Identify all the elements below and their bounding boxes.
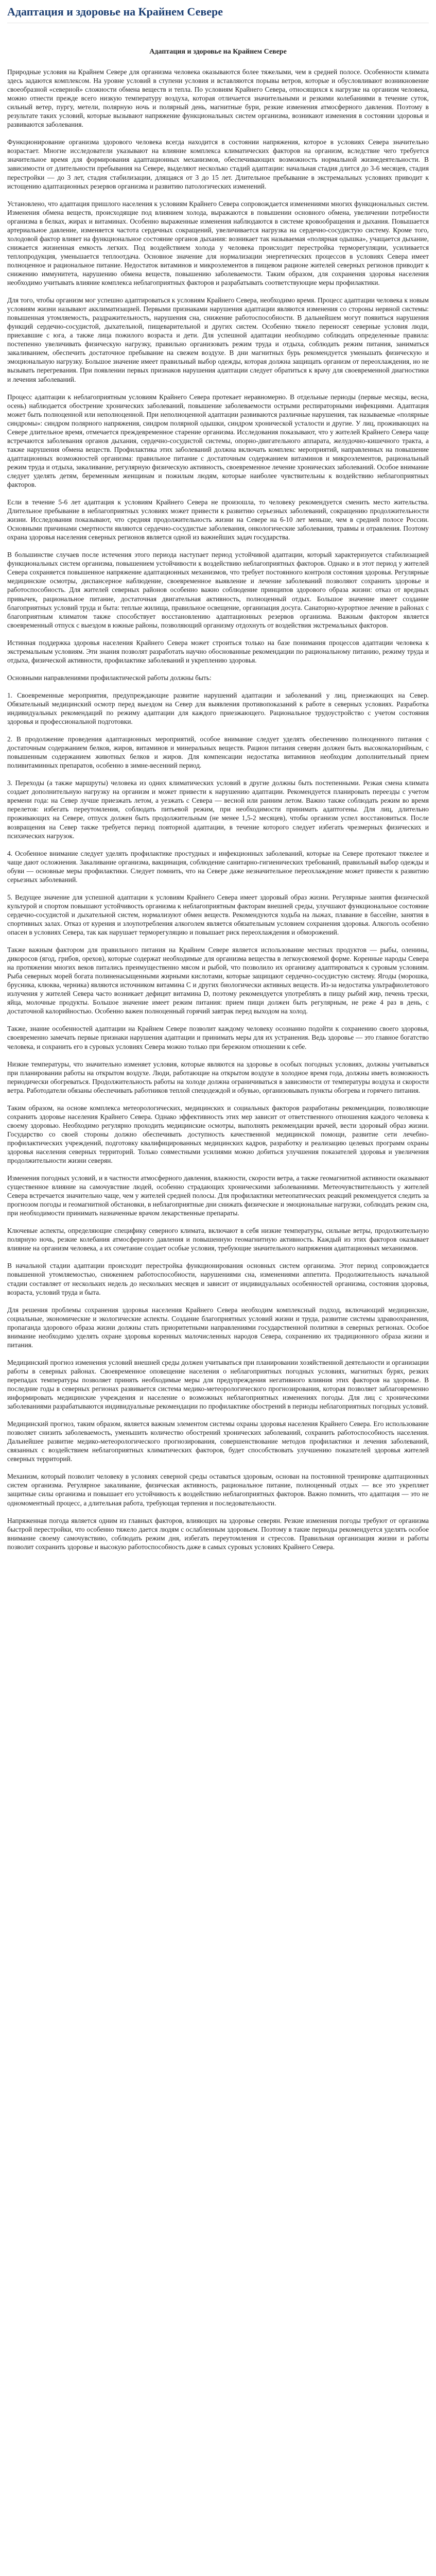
article-paragraph: Для решения проблемы сохранения здоровья населения Крайнего Севера необходим комплексный подход, включающий медицинские, социальные, экономические и экологические аспекты. Создание благоприятных условий жизни и труда, развитие системы здравоохранения, пропаганда здорового образа жизни должны стать приоритетными направлениями государственной политики в северных регионах. Особое внимание необходимо уделять охране здоровья коренных малочисленных народов Севера, сохранению их традиционного образа жизни и питания. (7, 1306, 429, 1349)
article-body (7, 67, 429, 1551)
article-paragraph: Основными направлениями профилактической работы должны быть: (7, 673, 212, 682)
article-paragraph: Механизм, который позволит человеку в условиях северной среды оставаться здоровым, основан на постоянной тренировке адаптационных систем организма. Регулярное закаливание, физическая активность, рациональное питание, полноценный отдых — все это укрепляет защитные силы организма и повышает его устойчивость к воздействию неблагоприятных факторов. Важно помнить, что адаптация — это не одномоментный процесс, а длительная работа, требующая терпения и последовательности. (7, 1472, 429, 1507)
article-paragraph: Природные условия на Крайнем Севере для организма человека оказываются более тяжелыми, чем в средней полосе. Особенности климата здесь задаются комплексом. На уровне условий в ступени условия и вставляются порывы ветров, которые и обусловливают возникновение своеобразной «северной» сложности обмена веществ и тепла. По условиям Крайнего Севера, относящихся к нагрузке на организм человека, можно отнести прежде всего низкую температуру воздуха, которая отличается значительными и резкими колебаниями в течение суток, сильный ветер, пургу, метели, полярную ночь и полярный день, магнитные бури, резкие изменения атмосферного давления. Поэтому в результате таких условий, которые вызывают напряжение функциональных систем организма, возникают изменения в состоянии здоровья и развиваются заболевания. (7, 68, 429, 129)
page-title: Адаптация и здоровье на Крайнем Севере (7, 0, 429, 23)
article-paragraph: Для того, чтобы организм мог успешно адаптироваться к условиям Крайнего Севера, необходимо время. Процесс адаптации человека к новым условиям жизни называют акклиматизацией. Первыми признаками нарушения адаптации являются изменения со стороны нервной системы: повышенная утомляемость, раздражительность, нарушения сна, снижение работоспособности. В дальнейшем могут появиться нарушения функций сердечно-сосудистой, дыхательной, пищеварительной и других систем. Особенно тяжело переносят северные условия люди, приехавшие с юга, а также лица пожилого возраста и дети. Для успешной адаптации необходимо соблюдать определенные правила: постепенно увеличивать физическую нагрузку, правильно организовать режим труда и отдыха, соблюдать режим питания, заниматься закаливанием, обеспечить достаточное пребывание на свежем воздухе. В дни магнитных бурь рекомендуется уменьшать физическую и эмоциональную нагрузку. Большое значение имеет правильный выбор одежды, которая должна защищать организм от переохлаждения, но не вызывать перегревания. При появлении первых признаков нарушения адаптации следует обратиться к врачу для своевременной диагностики и лечения заболеваний. (7, 296, 429, 383)
article-paragraph: В большинстве случаев после истечения этого периода наступает период устойчивой адаптации, который характеризуется стабилизацией функциональных систем организма, повышением устойчивости к воздействию неблагоприятных факторов. Однако и в этот период у жителей Севера сохраняется повышенное напряжение адаптационных механизмов, что требует постоянного контроля состояния здоровья. Регулярные медицинские осмотры, диспансерное наблюдение, своевременное выявление и лечение заболеваний позволяют сохранить здоровье и работоспособность. Для жителей северных районов особенно важно соблюдение принципов здорового образа жизни: отказ от вредных привычек, рациональное питание, достаточная двигательная активность, полноценный отдых. Большое значение имеет создание благоприятных условий труда и быта: теплые жилища, правильное освещение, организация досуга. Санаторно-курортное лечение в районах с благоприятным климатом также способствует восстановлению адаптационных резервов организма. Важным фактором является своевременный отпуск с выездом в южные районы, позволяющий организму отдохнуть от воздействия экстремальных факторов. (7, 551, 429, 629)
article-paragraph: Изменения погодных условий, и в частности атмосферного давления, влажности, скорости ветра, а также геомагнитной активности оказывают существенное влияние на самочувствие людей, особенно страдающих хроническими заболеваниями. Метеочувствительность у жителей Севера встречается значительно чаще, чем у жителей средней полосы. Для профилактики метеопатических реакций рекомендуется следить за прогнозом погоды и геомагнитной обстановки, в неблагоприятные дни снижать физические и эмоциональные нагрузки, соблюдать режим сна, при необходимости принимать назначенные врачом лекарственные препараты. (7, 1174, 429, 1217)
article-paragraph: 1. Своевременные мероприятия, предупреждающие развитие нарушений адаптации и заболеваний у лиц, приезжающих на Север. Обязательный медицинский осмотр перед выездом на Север для выявления противопоказаний к работе в северных условиях. Разработка индивидуальных рекомендаций по режиму адаптации для каждого приезжающего. Рациональное трудоустройство с учетом состояния здоровья и профессиональной подготовки. (7, 691, 429, 726)
article-paragraph: 4. Особенное внимание следует уделять профилактике простудных и инфекционных заболеваний, которые на Севере протекают тяжелее и чаще дают осложнения. Закаливание организма, вакцинация, соблюдение санитарно-гигиенических требований, правильный выбор одежды и обуви — основные меры профилактики. Следует помнить, что на Севере даже незначительное переохлаждение может привести к развитию серьезных заболеваний. (7, 849, 429, 884)
article-title: Адаптация и здоровье на Крайнем Севере (149, 48, 287, 56)
article-paragraph: Функционирование организма здорового человека всегда находится в состоянии напряжения, которое в условиях Севера значительно возрастает. Многие исследователи указывают на влияние комплекса климатических факторов на организм, вследствие чего требуется значительное время для формирования адаптационных механизмов, обеспечивающих возможность нормальной жизнедеятельности. В зависимости от длительности пребывания на Севере, выделяют несколько стадий адаптации: начальная стадия длится до 3-6 месяцев, стадия перестройки — до 3 лет, стадия стабилизации, длящаяся от 3 до 15 лет. Длительное пребывание в экстремальных условиях приводит к истощению адаптационных резервов организма и развитию патологических изменений. (7, 138, 429, 190)
article-paragraph: Медицинский прогноз, таким образом, является важным элементом системы охраны здоровья населения Крайнего Севера. Его использование позволяет снизить заболеваемость, уменьшить количество обострений хронических заболеваний, сохранить работоспособность населения. Дальнейшее развитие медико-метеорологического прогнозирования, совершенствование методов профилактики и лечения заболеваний, связанных с воздействием неблагоприятных климатических факторов, будет способствовать улучшению показателей здоровья жителей северных территорий. (7, 1420, 429, 1463)
article-paragraph: 3. Переходы (а также маршруты) человека из одних климатических условий в другие должны быть постепенными. Резкая смена климата создает дополнительную нагрузку на организм и может привести к нарушению адаптации. Рекомендуется планировать переезды с учетом времени года: на Север лучше приезжать летом, а уезжать с Севера — весной или ранним летом. Важно также соблюдать режим во время перелетов: избегать переутомления, соблюдать питьевой режим, при необходимости принимать адаптогены. Для лиц, длительно проживающих на Севере, отпуск должен быть продолжительным (не менее 1,5-2 месяцев), чтобы организм успел восстановиться. После возвращения на Север также требуется период повторной адаптации, в течение которого следует избегать чрезмерных физических и психических нагрузок. (7, 779, 429, 840)
article-paragraph: Если в течение 5-6 лет адаптация к условиям Крайнего Севера не произошла, то человеку рекомендуется сменить место жительства. Длительное пребывание в неблагоприятных условиях может привести к развитию серьезных заболеваний, сокращению продолжительности жизни. Исследования показывают, что средняя продолжительность жизни на Севере на 6-10 лет меньше, чем в средней полосе России. Основными причинами смертности являются сердечно-сосудистые заболевания, онкологические заболевания, травмы и отравления. Поэтому охрана здоровья населения северных регионов является одной из важнейших задач государства. (7, 498, 429, 541)
article-paragraph: Установлено, что адаптация пришлого населения к условиям Крайнего Севера сопровождается изменениями многих функциональных систем. Изменения обмена веществ, происходящие под влиянием холода, выражаются в повышении основного обмена, увеличении потребности организма в белках, жирах и витаминах. Особенно выраженные изменения наблюдаются в системе кровообращения и дыхания. Повышается артериальное давление, изменяется частота сердечных сокращений, увеличивается нагрузка на сердечно-сосудистую систему. Кроме того, холодовой фактор влияет на функциональное состояние органов дыхания: возникает так называемая «полярная одышка», учащается дыхание, снижается жизненная емкость легких. Под воздействием холода у человека происходит перестройка терморегуляции, усиливается теплопродукция, уменьшается теплоотдача. Основное значение для нормализации энергетических процессов в условиях Севера имеет полноценное и рациональное питание. Недостаток витаминов и микроэлементов в пищевом рационе жителей северных регионов приводит к снижению иммунитета, нарушению обмена веществ, повышению заболеваемости. Таким образом, для сохранения здоровья населения необходимо учитывать влияние комплекса неблагоприятных факторов и разрабатывать соответствующие меры профилактики. (7, 199, 429, 287)
article-paragraph: 2. В продолжение проведения адаптационных мероприятий, особое внимание следует уделять обеспечению полноценного питания с достаточным содержанием белков, жиров, витаминов и минеральных веществ. Рацион питания северян должен быть высококалорийным, с повышенным содержанием животных белков и жиров. Для компенсации недостатка витаминов необходим дополнительный прием поливитаминных препаратов, особенно в зимне-весенний период. (7, 735, 429, 770)
article-paragraph: Истинная поддержка здоровья населения Крайнего Севера может строиться только на базе понимания процессов адаптации человека к экстремальным условиям. Эти знания позволят разработать научно обоснованные рекомендации по рациональному питанию, режиму труда и отдыха, физической активности, профилактике заболеваний и укреплению здоровья. (7, 638, 429, 664)
article (7, 23, 429, 1551)
article-paragraph: Низкие температуры, что значительно изменяет условия, которые являются на здоровье в особых погодных условиях, должны учитываться при планировании работы на открытом воздухе. Люди, работающие на открытом воздухе в холодное время года, должны иметь возможность периодически обогреваться. Продолжительность работы на холоде должна ограничиваться в зависимости от температуры воздуха и скорости ветра. Работодатели обязаны обеспечивать работников теплой спецодеждой и обувью, организовывать пункты обогрева и горячего питания. (7, 1060, 429, 1094)
article-paragraph: Медицинский прогноз изменения условий внешней среды должен учитываться при планировании хозяйственной деятельности и организации работы в северных районах. Своевременное оповещение населения о неблагоприятных погодных условиях, магнитных бурях, резких перепадах температуры позволяет принять необходимые меры для предупреждения негативного влияния этих факторов на здоровье. В последние годы в северных регионах развивается система медико-метеорологического прогнозирования, которая позволяет заблаговременно информировать медицинские учреждения и население о возможных неблагоприятных изменениях погоды. Для лиц с хроническими заболеваниями разрабатываются индивидуальные рекомендации по профилактике обострений в периоды неблагоприятных погодных условий. (7, 1358, 429, 1411)
article-paragraph: Ключевые аспекты, определяющие специфику северного климата, включают в себя низкие температуры, сильные ветры, продолжительную полярную ночь, резкие колебания атмосферного давления и повышенную геомагнитную активность. Каждый из этих факторов оказывает влияние на организм человека, а их сочетание создает особые условия, требующие значительного напряжения адаптационных механизмов. (7, 1227, 429, 1252)
article-paragraph: Таким образом, на основе комплекса метеорологических, медицинских и социальных факторов разработаны рекомендации, позволяющие сохранить здоровье населения Крайнего Севера. Однако эффективность этих мер зависит от ответственного отношения каждого человека к своему здоровью. Необходимо регулярно проходить медицинские осмотры, выполнять рекомендации врачей, вести здоровый образ жизни. Государство со своей стороны должно обеспечивать доступность качественной медицинской помощи, развитие сети лечебно-профилактических учреждений, подготовку квалифицированных медицинских кадров, разработку и реализацию целевых программ охраны здоровья населения северных территорий. Только совместными усилиями можно добиться улучшения показателей здоровья и увеличения продолжительности жизни северян. (7, 1104, 429, 1165)
article-paragraph: Также важным фактором для правильного питания на Крайнем Севере является использование местных продуктов — рыбы, оленины, дикоросов (ягод, грибов, орехов), которые содержат необходимые для организма вещества в легкоусвояемой форме. Коренные народы Севера на протяжении многих веков питались преимущественно мясом и рыбой, что позволило их организму адаптироваться к суровым условиям. Рыба северных морей богата полиненасыщенными жирными кислотами, которые защищают сердечно-сосудистую систему. Ягоды (морошка, брусника, клюква, черника) являются источником витамина С и других биологически активных веществ. Из-за недостатка ультрафиолетового излучения у жителей Севера часто возникает дефицит витамина D, поэтому рекомендуется употреблять в пищу рыбий жир, печень трески, яйца, молочные продукты. Большое значение имеет режим питания: прием пищи должен быть регулярным, не реже 4 раз в день, с достаточной калорийностью. Особенно важен полноценный горячий завтрак перед выходом на холод. (7, 946, 429, 1015)
article-paragraph: Также, знание особенностей адаптации на Крайнем Севере позволит каждому человеку осознанно подойти к сохранению своего здоровья, своевременно замечать первые признаки нарушения адаптации и принимать меры для их устранения. Ведь здоровье — это главное богатство человека, и сохранить его в суровых условиях Севера можно только при бережном отношении к себе. (7, 1025, 429, 1050)
article-paragraph: В начальной стадии адаптации происходит перестройка функционирования основных систем организма. Этот период сопровождается повышенной утомляемостью, снижением работоспособности, нарушениями сна, изменениями аппетита. Продолжительность начальной стадии составляет от нескольких недель до нескольких месяцев и зависит от индивидуальных особенностей организма, состояния здоровья, возраста, условий труда и быта. (7, 1262, 429, 1296)
article-paragraph: Процесс адаптации к неблагоприятным условиям Крайнего Севера протекает неравномерно. В отдельные периоды (первые месяцы, весна, осень) наблюдается обострение хронических заболеваний, повышение заболеваемости острыми респираторными инфекциями. Адаптация может быть полноценной или неполноценной. При неполноценной адаптации развиваются различные нарушения, так называемые «полярные синдромы»: синдром полярного напряжения, синдром полярной одышки, синдром хронической усталости и другие. У лиц, проживающих на Севере длительное время, отмечается преждевременное старение организма. Исследования показывают, что у жителей Крайнего Севера чаще встречаются заболевания органов дыхания, сердечно-сосудистой системы, опорно-двигательного аппарата, желудочно-кишечного тракта, а также нарушения обмена веществ. Профилактика этих заболеваний должна включать комплекс мероприятий, направленных на повышение адаптационных возможностей организма: правильное питание с достаточным содержанием витаминов и микроэлементов, рациональный режим труда и отдыха, закаливание, регулярную физическую активность, своевременное лечение хронических заболеваний. Особое внимание следует уделять детям, беременным женщинам и пожилым людям, которые наиболее чувствительны к воздействию неблагоприятных факторов. (7, 393, 429, 489)
article-paragraph: Напряженная погода является одним из главных факторов, влияющих на здоровье северян. Резкие изменения погоды требуют от организма быстрой перестройки, что особенно тяжело дается людям с ослабленным здоровьем. Поэтому в такие периоды рекомендуется уделять особое внимание своему самочувствию, соблюдать режим дня, избегать переутомления и стрессов. Правильная организация жизни и работы позволит сохранить здоровье и высокую работоспособность даже в самых суровых условиях Крайнего Севера. (7, 1516, 429, 1551)
article-paragraph: 5. Ведущее значение для успешной адаптации к условиям Крайнего Севера имеет здоровый образ жизни. Регулярные занятия физической культурой и спортом повышают устойчивость организма к неблагоприятным факторам внешней среды, улучшают функциональное состояние сердечно-сосудистой и дыхательной систем, нормализуют обмен веществ. Рекомендуются ходьба на лыжах, плавание в бассейне, занятия в спортивных залах. Отказ от курения и злоупотребления алкоголем является обязательным условием сохранения здоровья. Алкоголь особенно опасен в условиях Севера, так как нарушает терморегуляцию и повышает риск переохлаждения и обморожений. (7, 893, 429, 936)
